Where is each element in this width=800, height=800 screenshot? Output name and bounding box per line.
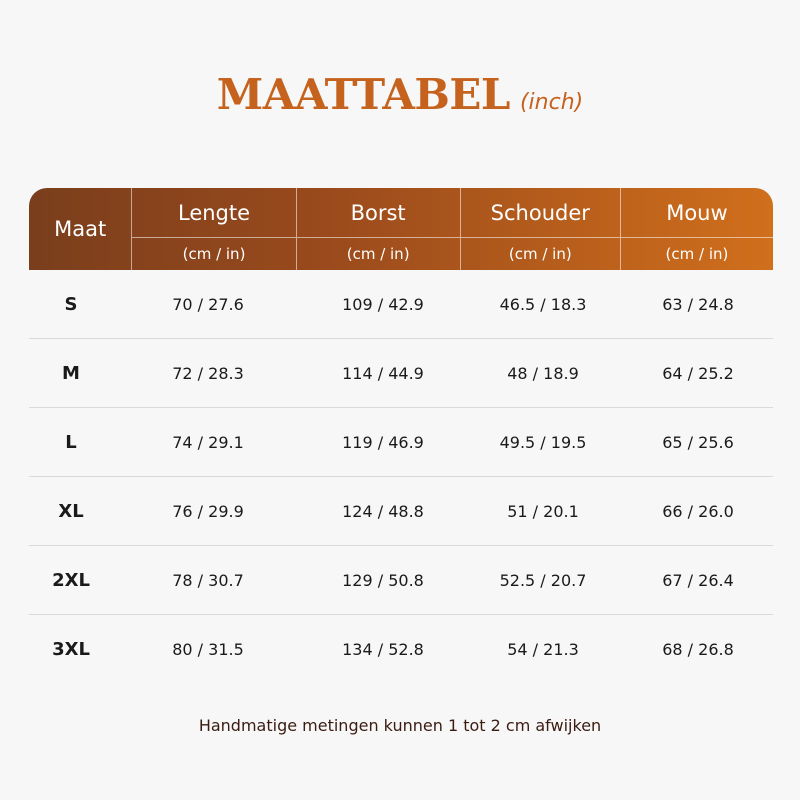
borst-cell: 114 / 44.9 [342, 363, 424, 383]
column-unit: (cm / in) [508, 245, 572, 263]
schouder-cell: 46.5 / 18.3 [499, 294, 587, 314]
schouder-cell: 48 / 18.9 [507, 363, 579, 383]
mouw-cell: 65 / 25.6 [662, 432, 734, 452]
schouder-cell: 49.5 / 19.5 [499, 432, 587, 452]
column-unit: (cm / in) [665, 245, 729, 263]
schouder-cell: 52.5 / 20.7 [499, 570, 587, 590]
lengte-cell: 72 / 28.3 [172, 363, 244, 383]
schouder-cell: 54 / 21.3 [507, 639, 579, 659]
column-header-schouder [461, 188, 621, 270]
borst-cell: 124 / 48.8 [342, 501, 424, 521]
column-name: Schouder [461, 188, 620, 238]
column-name: Mouw [621, 188, 773, 238]
table-row [29, 477, 773, 546]
borst-cell: 129 / 50.8 [342, 570, 424, 590]
column-unit: (cm / in) [346, 245, 410, 263]
size-column-header: Maat [29, 188, 132, 270]
mouw-cell: 68 / 26.8 [662, 639, 734, 659]
mouw-cell: 64 / 25.2 [662, 363, 734, 383]
lengte-cell: 76 / 29.9 [172, 501, 244, 521]
size-cell: 3XL [52, 638, 90, 660]
mouw-cell: 66 / 26.0 [662, 501, 734, 521]
table-body [29, 270, 773, 683]
mouw-cell: 63 / 24.8 [662, 294, 734, 314]
table-header [29, 188, 773, 270]
schouder-cell: 51 / 20.1 [507, 501, 579, 521]
column-name: Borst [297, 188, 460, 238]
table-row [29, 546, 773, 615]
size-cell: XL [58, 500, 84, 522]
page-title [0, 70, 800, 119]
column-header-borst [297, 188, 461, 270]
title-main: MAATTABEL [216, 70, 510, 119]
column-header-lengte [132, 188, 296, 270]
table-row [29, 270, 773, 339]
column-unit: (cm / in) [182, 245, 246, 263]
size-cell: 2XL [52, 569, 90, 591]
size-cell: S [64, 293, 78, 315]
column-name: Lengte [132, 188, 295, 238]
borst-cell: 109 / 42.9 [342, 294, 424, 314]
lengte-cell: 74 / 29.1 [172, 432, 244, 452]
lengte-cell: 80 / 31.5 [172, 639, 244, 659]
table-row [29, 408, 773, 477]
column-header-mouw [621, 188, 773, 270]
measurement-note: Handmatige metingen kunnen 1 tot 2 cm afwijken [198, 716, 602, 735]
borst-cell: 134 / 52.8 [342, 639, 424, 659]
mouw-cell: 67 / 26.4 [662, 570, 734, 590]
table-row [29, 615, 773, 683]
size-cell: L [65, 431, 77, 453]
title-unit: (inch) [519, 90, 584, 115]
lengte-cell: 78 / 30.7 [172, 570, 244, 590]
size-cell: M [62, 362, 80, 384]
lengte-cell: 70 / 27.6 [172, 294, 244, 314]
table-row [29, 339, 773, 408]
borst-cell: 119 / 46.9 [342, 432, 424, 452]
